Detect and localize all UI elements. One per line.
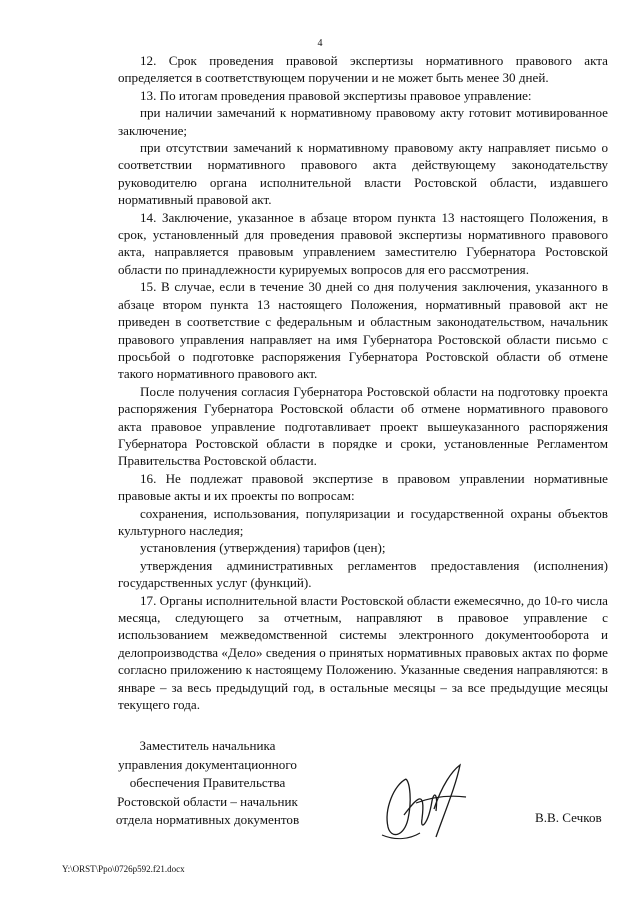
paragraph-16-item-2: установления (утверждения) тарифов (цен); xyxy=(140,540,386,556)
signatory-title-line: Ростовской области – начальник xyxy=(117,793,298,809)
paragraph-15: 15. В случае, если в течение 30 дней со дня получения заключения, указанного в абзаце втором пункта 13 настоящего Положения, нормативный правовой акт не приведен в соответствие с федеральным и областным законодательством, начальник правового управления направляет на имя Губернатора Ростовской области письмо с просьбой о подготовке распоряжения Губернатора Ростовской области об отмене такого нормативного правового акт. xyxy=(118,279,608,382)
paragraph-16-item-1: сохранения, использования, популяризации и государственной охраны объектов культурного наследия; xyxy=(118,505,608,538)
paragraph-13-item-2: при отсутствии замечаний к нормативному правовому акту направляет письмо о соответствии нормативного правового акта действующему законодательству руководителю органа исполнительной власти Ростовской области, издавшего нормативный правовой акт. xyxy=(118,140,608,208)
signatory-name: В.В. Сечков xyxy=(535,810,602,825)
paragraph-12: 12. Срок проведения правовой экспертизы нормативного правового акта определяется в соответствующем поручении и не может быть менее 30 дней. xyxy=(118,53,608,86)
paragraph-16: 16. Не подлежат правовой экспертизе в правовом управлении нормативные правовые акты и их проекты по вопросам: xyxy=(118,470,608,504)
paragraph-16-item-3: утверждения административных регламентов предоставления (исполнения) государственных услуг (функций). xyxy=(118,557,608,591)
signatory-title-line: отдела нормативных документов xyxy=(115,812,300,828)
paragraph-13-item-1: при наличии замечаний к нормативному правовому акту готовит мотивированное заключение; xyxy=(118,105,608,138)
file-path: Y:\ORST\Ppo\0726p592.f21.docx xyxy=(62,864,185,874)
paragraph-15-continuation: После получения согласия Губернатора Ростовской области на подготовку проекта распоряжения Губернатора Ростовской области об отмене нормативного правового акта правовое управление подготавливает проект вышеуказанного распоряжения Губернатора Ростовской области в порядке и сроки, установленные Регламентом Правительства Ростовской области. xyxy=(118,383,608,469)
signatory-title-line: обеспечения Правительства xyxy=(129,775,286,791)
signatory-title-line: управления документационного xyxy=(118,756,297,772)
paragraph-14: 14. Заключение, указанное в абзаце втором пункта 13 настоящего Положения, в срок, установленный для проведения правовой экспертизы нормативного правового акта, направляется правовым управлением заместителю Губернатора Ростовской области по принадлежности курируемых вопросов для его рассмотрения. xyxy=(118,209,608,277)
signatory-title-line: Заместитель начальника xyxy=(139,738,276,753)
page-number: 4 xyxy=(317,38,323,49)
body-text xyxy=(118,52,608,713)
paragraph-13: 13. По итогам проведения правовой экспертизы правовое управление: xyxy=(140,87,532,103)
paragraph-17: 17. Органы исполнительной власти Ростовской области ежемесячно, до 10-го числа месяца, следующего за отчетным, направляют в правовое управление с использованием межведомственной системы электронного документооборота и делопроизводства «Дело» сведения о принятых нормативных правовых актах по форме согласно приложению к настоящему Положению. Указанные сведения направляются: в январе – за весь предыдущий год, в остальные месяцы – за все предыдущие месяцы текущего года. xyxy=(118,592,608,713)
handwritten-signature xyxy=(376,757,476,847)
signatory-title xyxy=(75,737,340,830)
